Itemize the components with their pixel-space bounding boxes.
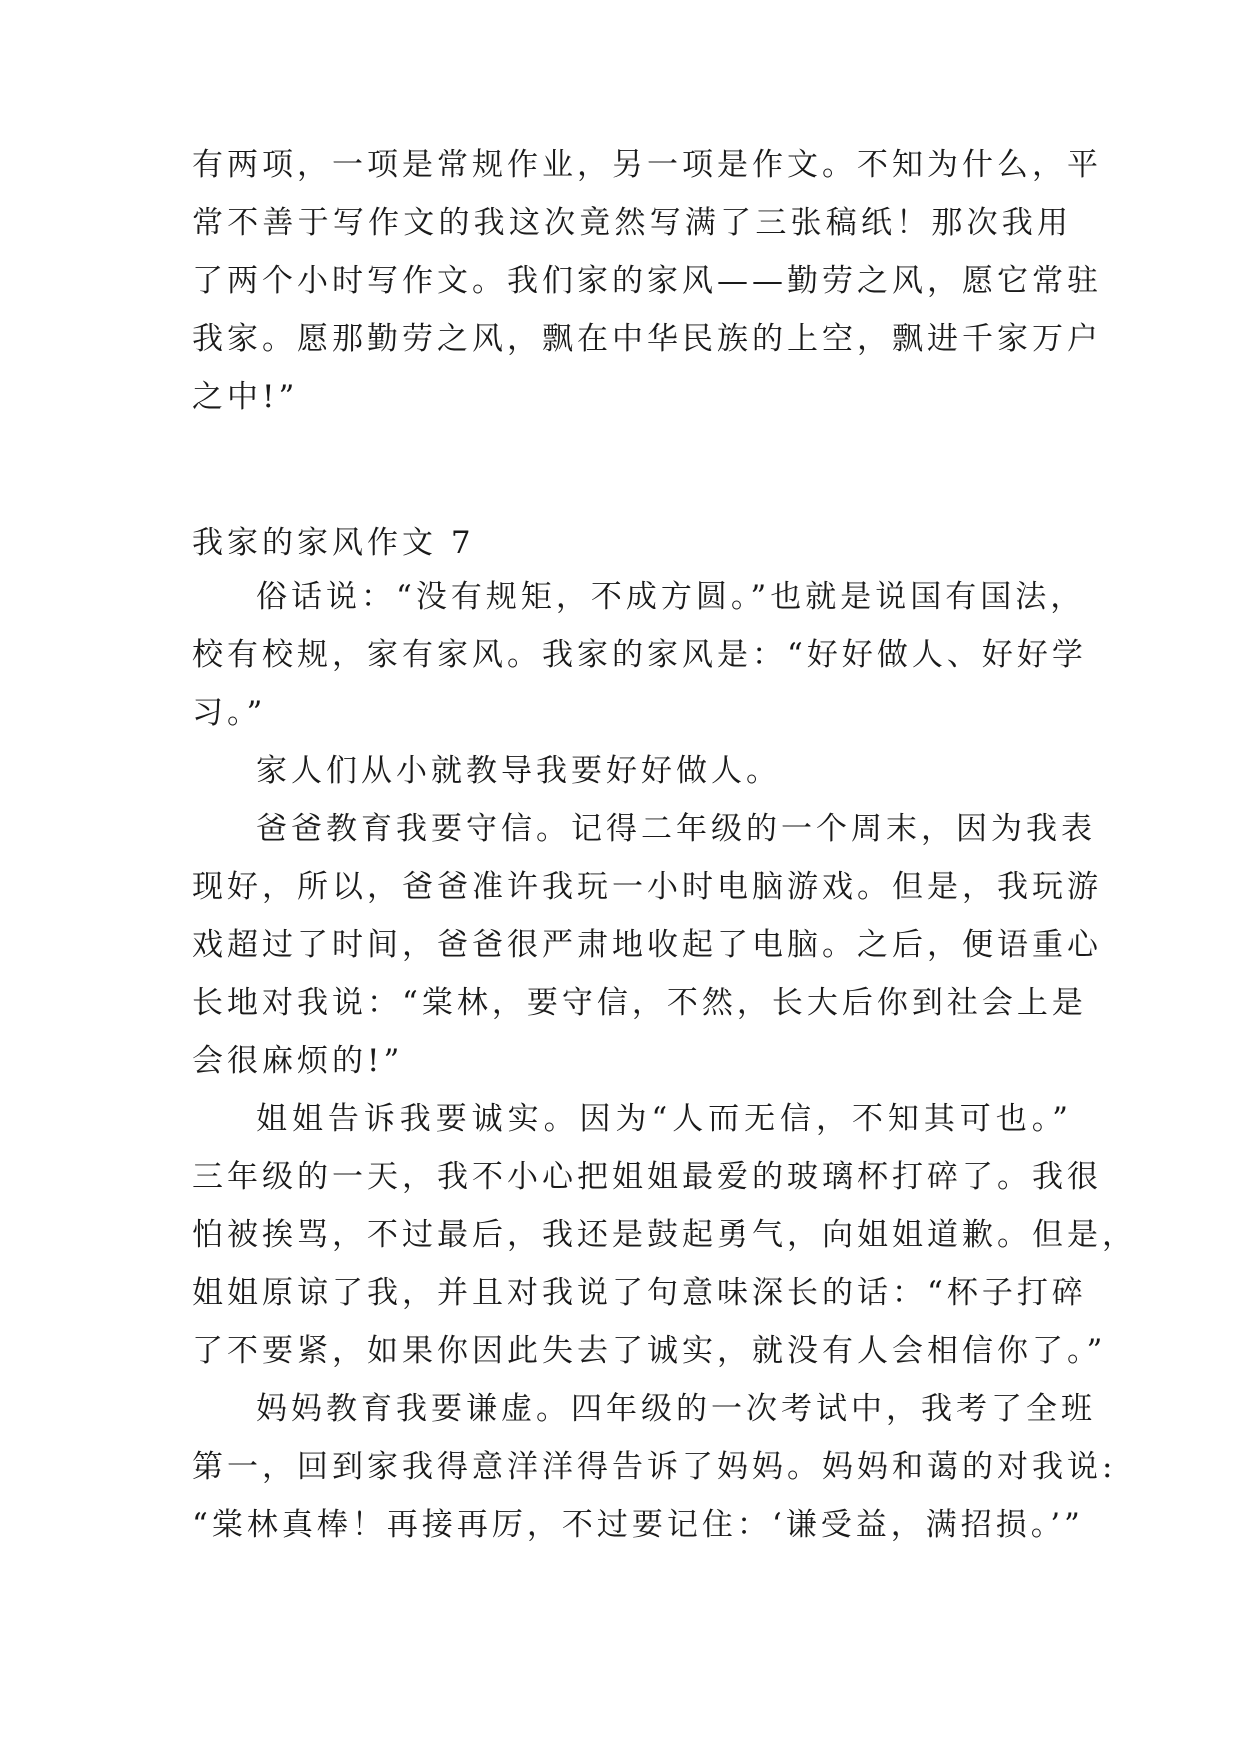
paragraph-line: 校有校规，家有家风。我家的家风是：“好好做人、好好学 bbox=[192, 637, 1087, 673]
paragraph-line: 爸爸教育我要守信。记得二年级的一个周末，因为我表 bbox=[256, 811, 1096, 847]
paragraph-line: 有两项，一项是常规作业，另一项是作文。不知为什么，平 bbox=[192, 147, 1102, 183]
paragraph-line: 俗话说：“没有规矩，不成方圆。”也就是说国有国法， bbox=[256, 579, 1086, 615]
paragraph-line: 了两个小时写作文。我们家的家风——勤劳之风，愿它常驻 bbox=[192, 263, 1102, 299]
paragraph-line: 我家。愿那勤劳之风，飘在中华民族的上空，飘进千家万户 bbox=[192, 321, 1102, 357]
essay-heading: 我家的家风作文 7 bbox=[192, 525, 475, 561]
paragraph-line: 现好，所以，爸爸准许我玩一小时电脑游戏。但是，我玩游 bbox=[192, 869, 1102, 905]
paragraph-line: 姐姐告诉我要诚实。因为“人而无信，不知其可也。” bbox=[256, 1101, 1072, 1137]
paragraph-line: 戏超过了时间，爸爸很严肃地收起了电脑。之后，便语重心 bbox=[192, 927, 1102, 963]
paragraph-line: 姐姐原谅了我，并且对我说了句意味深长的话：“杯子打碎 bbox=[192, 1275, 1087, 1311]
paragraph-line: 会很麻烦的!” bbox=[192, 1043, 404, 1079]
essay-body bbox=[192, 510, 1137, 1554]
paragraph-line: 常不善于写作文的我这次竟然写满了三张稿纸！那次我用 bbox=[192, 205, 1072, 241]
top-paragraph bbox=[192, 136, 1102, 426]
paragraph-line: 习。” bbox=[192, 695, 267, 731]
paragraph-line: 了不要紧，如果你因此失去了诚实，就没有人会相信你了。” bbox=[192, 1333, 1107, 1369]
paragraph-line: 三年级的一天，我不小心把姐姐最爱的玻璃杯打碎了。我很 bbox=[192, 1159, 1102, 1195]
paragraph-line: 第一，回到家我得意洋洋得告诉了妈妈。妈妈和蔼的对我说: bbox=[192, 1449, 1117, 1485]
paragraph-line: 长地对我说：“棠林，要守信，不然，长大后你到社会上是 bbox=[192, 985, 1087, 1021]
paragraph-line: 之中!” bbox=[192, 379, 299, 415]
paragraph-line: 怕被挨骂，不过最后，我还是鼓起勇气，向姐姐道歉。但是， bbox=[192, 1217, 1137, 1253]
paragraph-line: 妈妈教育我要谦虚。四年级的一次考试中，我考了全班 bbox=[256, 1391, 1096, 1427]
paragraph-line: “棠林真棒！再接再厉，不过要记住：‘谦受益，满招损。’” bbox=[192, 1507, 1084, 1543]
paragraph-line: 家人们从小就教导我要好好做人。 bbox=[256, 753, 781, 789]
